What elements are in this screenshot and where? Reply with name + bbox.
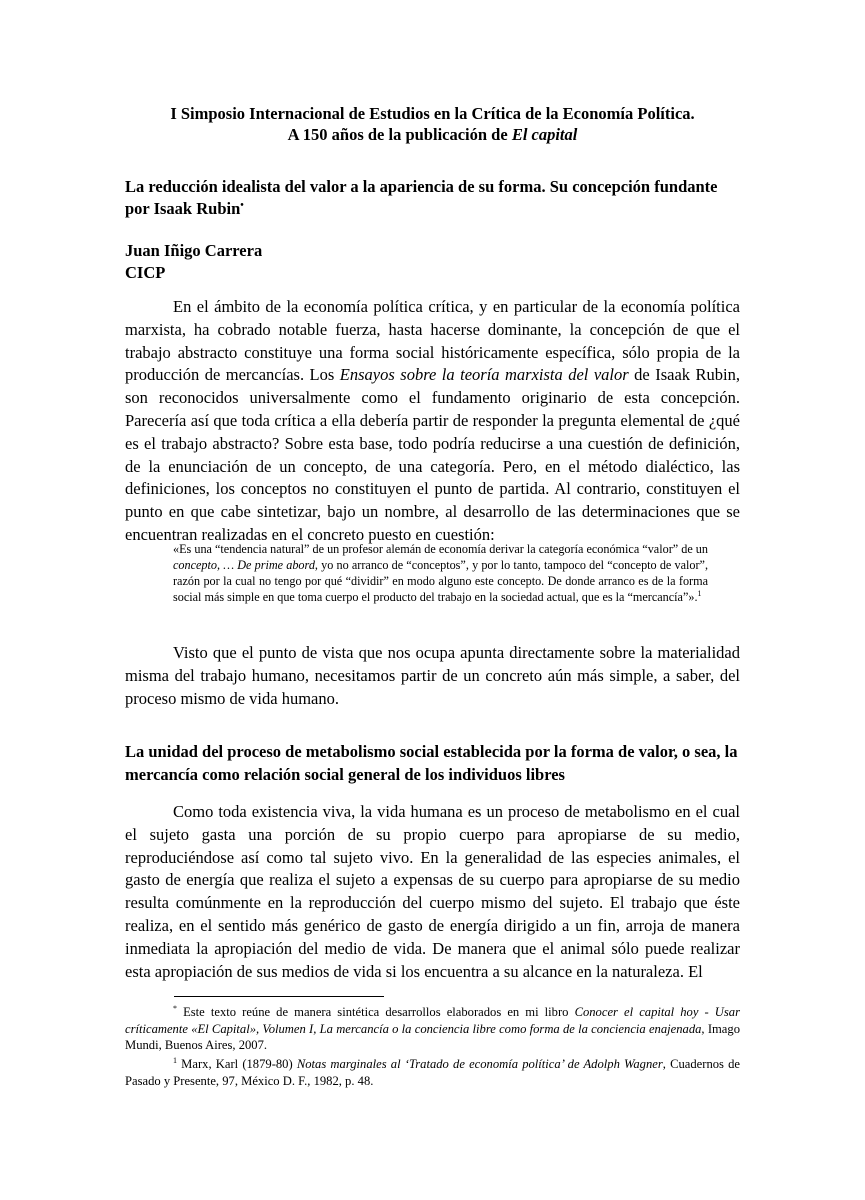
footnote-1-book: Conocer el capital hoy - Usar críticamente «El Capital», Volumen I, La mercancía o la conciencia libre como forma de la conciencia enajenada	[125, 1005, 741, 1036]
block-quote	[173, 541, 708, 605]
footnote-1-text-b: , Imago Mundi, Buenos Aires, 2007.	[125, 1021, 740, 1053]
footnote-1-marker: *	[173, 1003, 177, 1013]
intro-text-a: En el ámbito de la economía política crítica, y en particular de la economía política marxista, ha cobrado notable fuerza, hasta hacerse dominante, la concepción de que el trabajo abstracto constituye una forma social históricamente específica, sólo propia de la producción de mercancías. Los	[125, 297, 740, 385]
quote-text-a: «Es una “tendencia natural” de un profesor alemán de economía derivar la categoría económica “valor” de un	[173, 542, 708, 556]
footnote-2-marker: 1	[173, 1055, 177, 1065]
paper-title-line1: La reducción idealista del valor a la apariencia de su forma. Su concepción fundante	[125, 177, 718, 196]
author-affiliation: CICP	[125, 263, 166, 282]
second-paragraph: Visto que el punto de vista que nos ocupa apunta directamente sobre la materialidad misma del trabajo humano, necesitamos partir de un concreto aún más simple, a saber, del proceso mismo de vida humano.	[125, 643, 740, 708]
quote-text-b: , yo no arranco de “conceptos”, y por lo tanto, tampoco del “concepto de valor”, razón por la cual no tengo por qué “dividir” en modo alguno este concepto. De donde arranco es de la forma social más simple en que toma cuerpo el producto del trabajo en la sociedad actual, que es la “mercancía”».	[173, 558, 709, 604]
conference-title-prefix: A 150 años de la publicación de	[287, 125, 512, 144]
section-paragraph: Como toda existencia viva, la vida humana es un proceso de metabolismo en el cual el sujeto gasta una porción de su propio cuerpo para apropiarse de su medio, reproduciéndose así como tal sujeto vivo. En la generalidad de las especies animales, el gasto de energía que realiza el sujeto a expensas de su cuerpo para apropiarse de su medio resulta comúnmente en la reproducción del cuerpo mismo del sujeto. El trabajo que éste realiza, en el sentido más genérico de gasto de energía dirigido a un fin, arroja de manera inmediata la apropiación del medio de vida. De manera que el animal sólo puede realizar esta apropiación de sus medios de vida si los encuentra a su alcance en la naturaleza. El	[125, 802, 740, 981]
footnote-1	[125, 1004, 740, 1054]
footnote-2	[125, 1056, 740, 1089]
conference-title-book: El capital	[511, 125, 578, 144]
quote-italic: concepto, … De prime abord	[173, 558, 315, 572]
footnote-1-text-a: Este texto reúne de manera sintética desarrollos elaborados en mi libro	[177, 1005, 575, 1019]
author-block	[125, 240, 262, 284]
section-heading: La unidad del proceso de metabolismo social establecida por la forma de valor, o sea, la mercancía como relación social general de los individuos libres	[125, 742, 738, 784]
conference-title-line2	[120, 124, 745, 145]
author-name: Juan Iñigo Carrera	[125, 241, 263, 260]
paper-title-footnote-marker[interactable]: •	[240, 200, 244, 211]
conference-title-line1: I Simposio Internacional de Estudios en la Crítica de la Economía Política.	[170, 104, 695, 123]
footnote-divider	[174, 996, 384, 997]
quote-footnote-ref[interactable]: 1	[697, 588, 702, 598]
intro-text-b: de Isaak Rubin, son reconocidos universalmente como el fundamento originario de esta concepción. Parecería así que toda crítica a ella debería partir de responder la pregunta elemental de ¿qué es el trabajo abstracto? Sobre esta base, todo podría reducirse a una cuestión de definición, de la enunciación de un concepto, de una categoría. Pero, en el método dialéctico, las definiciones, los conceptos no constituyen el punto de partida. Al contrario, constituyen el punto en que cabe sintetizar, bajo un nombre, al desarrollo de las determinaciones que se encuentran realizadas en el concreto puesto en cuestión:	[125, 365, 740, 544]
footnote-2-book: Notas marginales al ‘Tratado de economía política’ de Adolph Wagner	[296, 1057, 663, 1071]
footnote-2-text-a: Marx, Karl (1879-80)	[177, 1057, 297, 1071]
paper-title	[125, 176, 745, 220]
paper-title-author-ref: por Isaak Rubin	[125, 199, 241, 218]
footnote-2-text-b: , Cuadernos de Pasado y Presente, 97, México D. F., 1982, p. 48.	[125, 1057, 741, 1088]
intro-paragraph	[125, 296, 740, 547]
conference-title	[120, 103, 745, 145]
intro-book-title: Ensayos sobre la teoría marxista del valor	[339, 365, 629, 385]
paper-title-line2	[125, 198, 745, 220]
